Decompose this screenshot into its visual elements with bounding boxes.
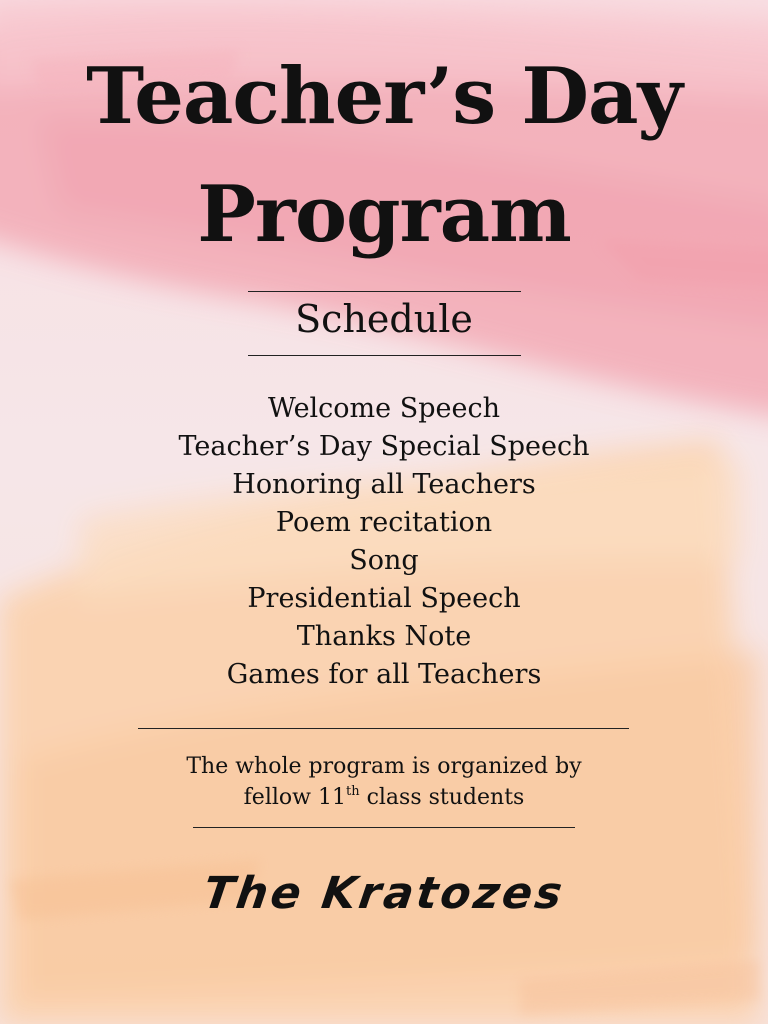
schedule-heading: Schedule (295, 297, 473, 341)
signature: The Kratozes (200, 868, 569, 919)
organizer-note-line-2 (0, 782, 768, 813)
schedule-item: Song (349, 545, 419, 576)
note-bottom-divider (193, 827, 575, 828)
schedule-item: Thanks Note (296, 621, 472, 652)
schedule-item: Poem recitation (275, 507, 493, 538)
note-suffix: class students (359, 785, 525, 810)
schedule-item: Honoring all Teachers (232, 469, 536, 500)
schedule-item: Presidential Speech (247, 583, 521, 614)
schedule-list (0, 390, 768, 694)
title-line-1: Teacher’s Day (86, 51, 682, 142)
organizer-note-line-1: The whole program is organized by (186, 754, 582, 779)
note-prefix: fellow 11 (243, 785, 346, 810)
ordinal-suffix: th (345, 784, 360, 799)
schedule-item: Teacher’s Day Special Speech (178, 431, 590, 462)
schedule-item: Welcome Speech (268, 393, 500, 424)
schedule-item: Games for all Teachers (226, 659, 542, 690)
note-top-divider (138, 728, 629, 729)
title-line-2: Program (197, 169, 571, 260)
schedule-top-divider (248, 291, 521, 292)
schedule-bottom-divider (248, 355, 521, 356)
